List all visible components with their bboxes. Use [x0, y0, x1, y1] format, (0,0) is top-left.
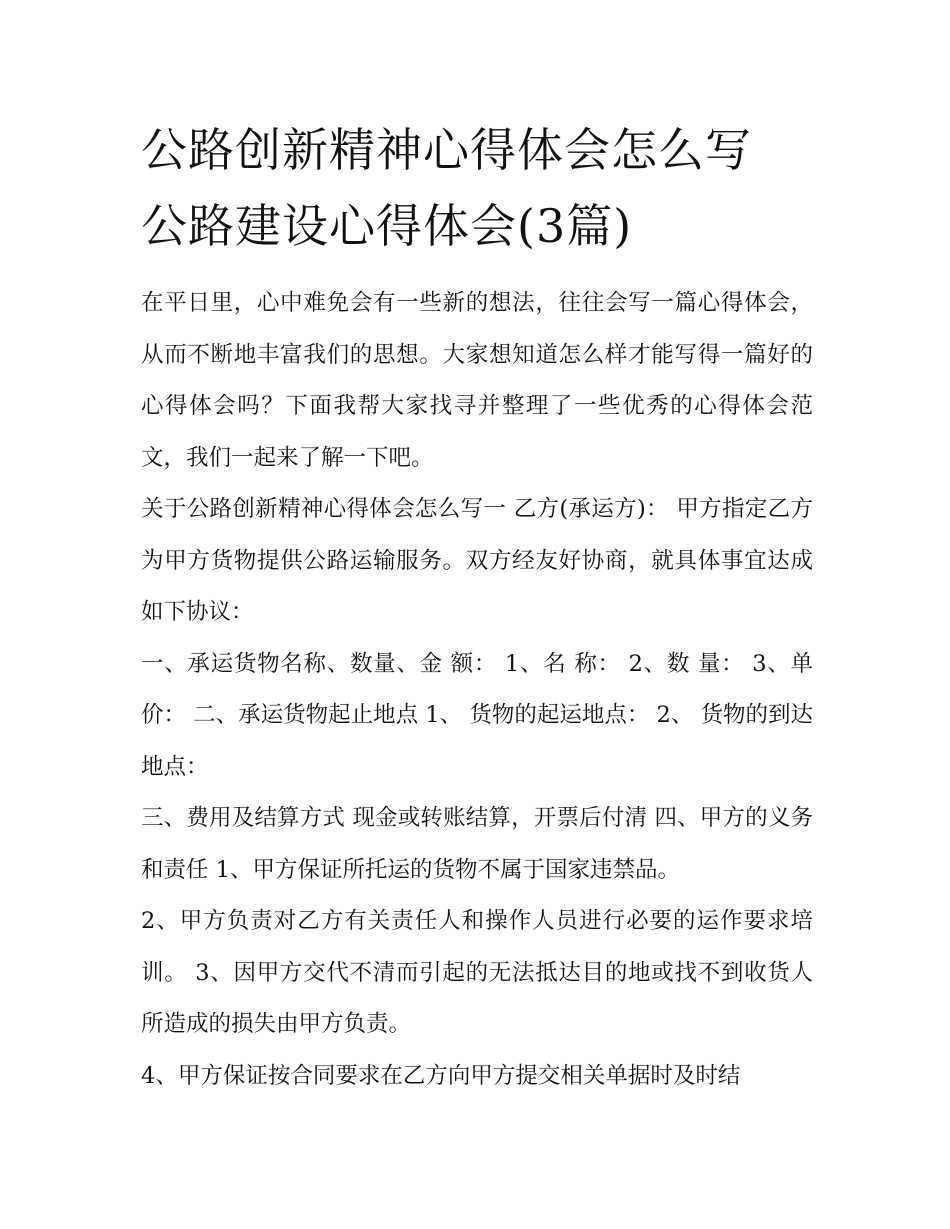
document-body	[141, 278, 813, 1102]
title-line-2: 公路建设心得体会(3篇)	[141, 199, 633, 253]
paragraph-payment: 三、费用及结算方式 现金或转账结算，开票后付清 四、甲方的义务和责任 1、甲方保证所托运的货物不属于国家违禁品。	[141, 805, 813, 883]
paragraph-documents: 4、甲方保证按合同要求在乙方向甲方提交相关单据时及时结	[141, 1062, 741, 1089]
paragraph-training: 2、甲方负责对乙方有关责任人和操作人员进行必要的运作要求培训。 3、因甲方交代不清而引起的无法抵达目的地或找不到收货人所造成的损失由甲方负责。	[141, 908, 813, 1037]
title-line-1: 公路创新精神心得体会怎么写	[141, 123, 752, 177]
paragraph-goods: 一、承运货物名称、数量、金 额： 1、名 称： 2、数 量： 3、单 价： 二、承运货物起止地点 1、 货物的起运地点： 2、 货物的到达地点：	[141, 650, 813, 780]
document-title	[141, 112, 813, 264]
paragraph-parties: 关于公路创新精神心得体会怎么写一 乙方(承运方)： 甲方指定乙方为甲方货物提供公路运输服务。双方经友好协商，就具体事宜达成如下协议：	[141, 496, 813, 625]
document-page	[141, 112, 813, 1102]
paragraph-intro: 在平日里，心中难免会有一些新的想法，往往会写一篇心得体会，从而不断地丰富我们的思想。大家想知道怎么样才能写得一篇好的心得体会吗？下面我帮大家找寻并整理了一些优秀的心得体会范文，我们一起来了解一下吧。	[141, 290, 813, 471]
